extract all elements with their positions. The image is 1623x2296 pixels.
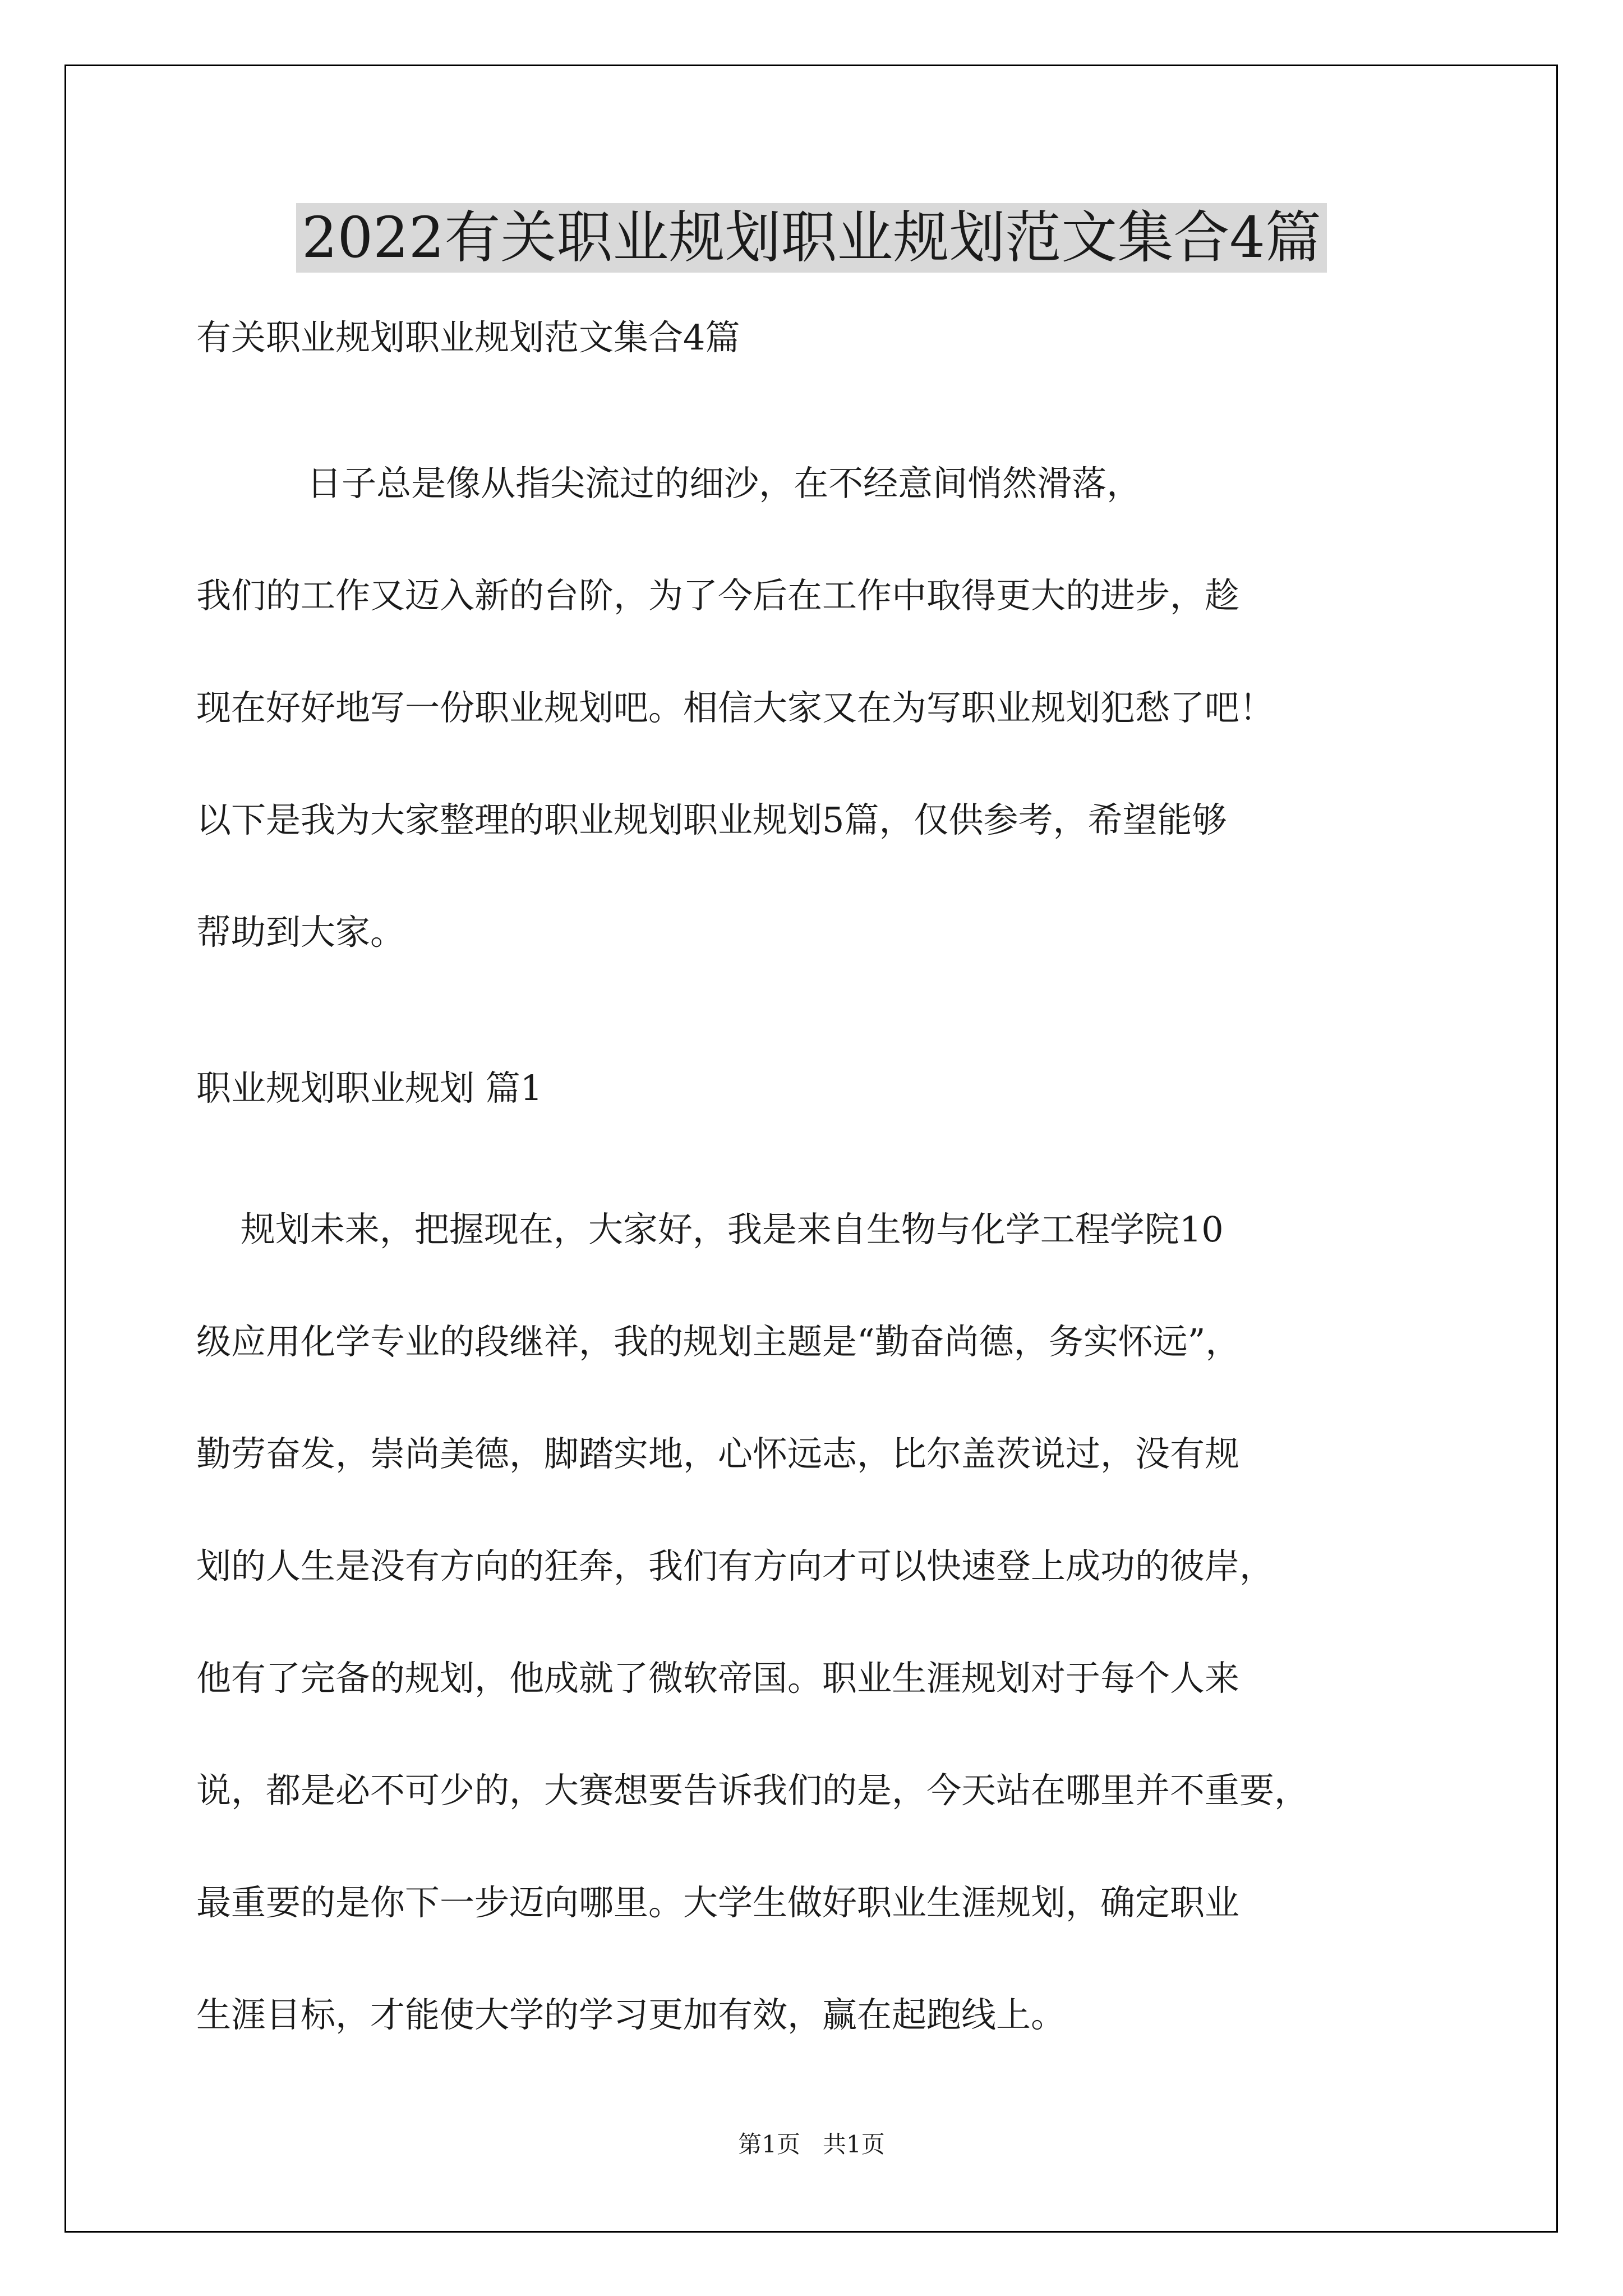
paragraph-line: 我们的工作又迈入新的台阶，为了今后在工作中取得更大的进步，趁 (196, 575, 1240, 616)
page-footer (0, 2131, 1623, 2159)
section-heading: 职业规划职业规划 篇1 (196, 1068, 543, 1108)
paragraph-line: 生涯目标，才能使大学的学习更加有效，赢在起跑线上。 (196, 1994, 1066, 2035)
paragraph-line: 划的人生是没有方向的狂奔，我们有方向才可以快速登上成功的彼岸， (196, 1545, 1275, 1586)
paragraph-line: 以下是我为大家整理的职业规划职业规划5篇，仅供参考，希望能够 (196, 799, 1227, 840)
paragraph-line: 他有了完备的规划，他成就了微软帝国。职业生涯规划对于每个人来 (196, 1658, 1240, 1699)
paragraph-line: 日子总是像从指尖流过的细沙，在不经意间悄然滑落， (196, 463, 1142, 504)
paragraph-line: 现在好好地写一份职业规划吧。相信大家又在为写职业规划犯愁了吧！ (196, 687, 1275, 728)
document-title (0, 203, 1623, 273)
paragraph-line: 最重要的是你下一步迈向哪里。大学生做好职业生涯规划，确定职业 (196, 1882, 1240, 1923)
paragraph-line: 级应用化学专业的段继祥，我的规划主题是“勤奋尚德，务实怀远”， (196, 1321, 1241, 1362)
intro-paragraph (196, 461, 1274, 1022)
paragraph-line: 勤劳奋发，崇尚美德，脚踏实地，心怀远志，比尔盖茨说过，没有规 (196, 1433, 1240, 1474)
page-number: 第1页 共1页 (738, 2131, 885, 2158)
paragraph-line: 规划未来，把握现在，大家好，我是来自生物与化学工程学院10 (196, 1209, 1224, 1250)
section-paragraph (196, 1207, 1309, 2105)
paragraph-line: 说，都是必不可少的，大赛想要告诉我们的是，今天站在哪里并不重要， (196, 1770, 1310, 1811)
document-subtitle: 有关职业规划职业规划范文集合4篇 (196, 317, 740, 358)
document-title-text: 2022有关职业规划职业规划范文集合4篇 (296, 203, 1327, 273)
paragraph-line: 帮助到大家。 (196, 912, 405, 953)
